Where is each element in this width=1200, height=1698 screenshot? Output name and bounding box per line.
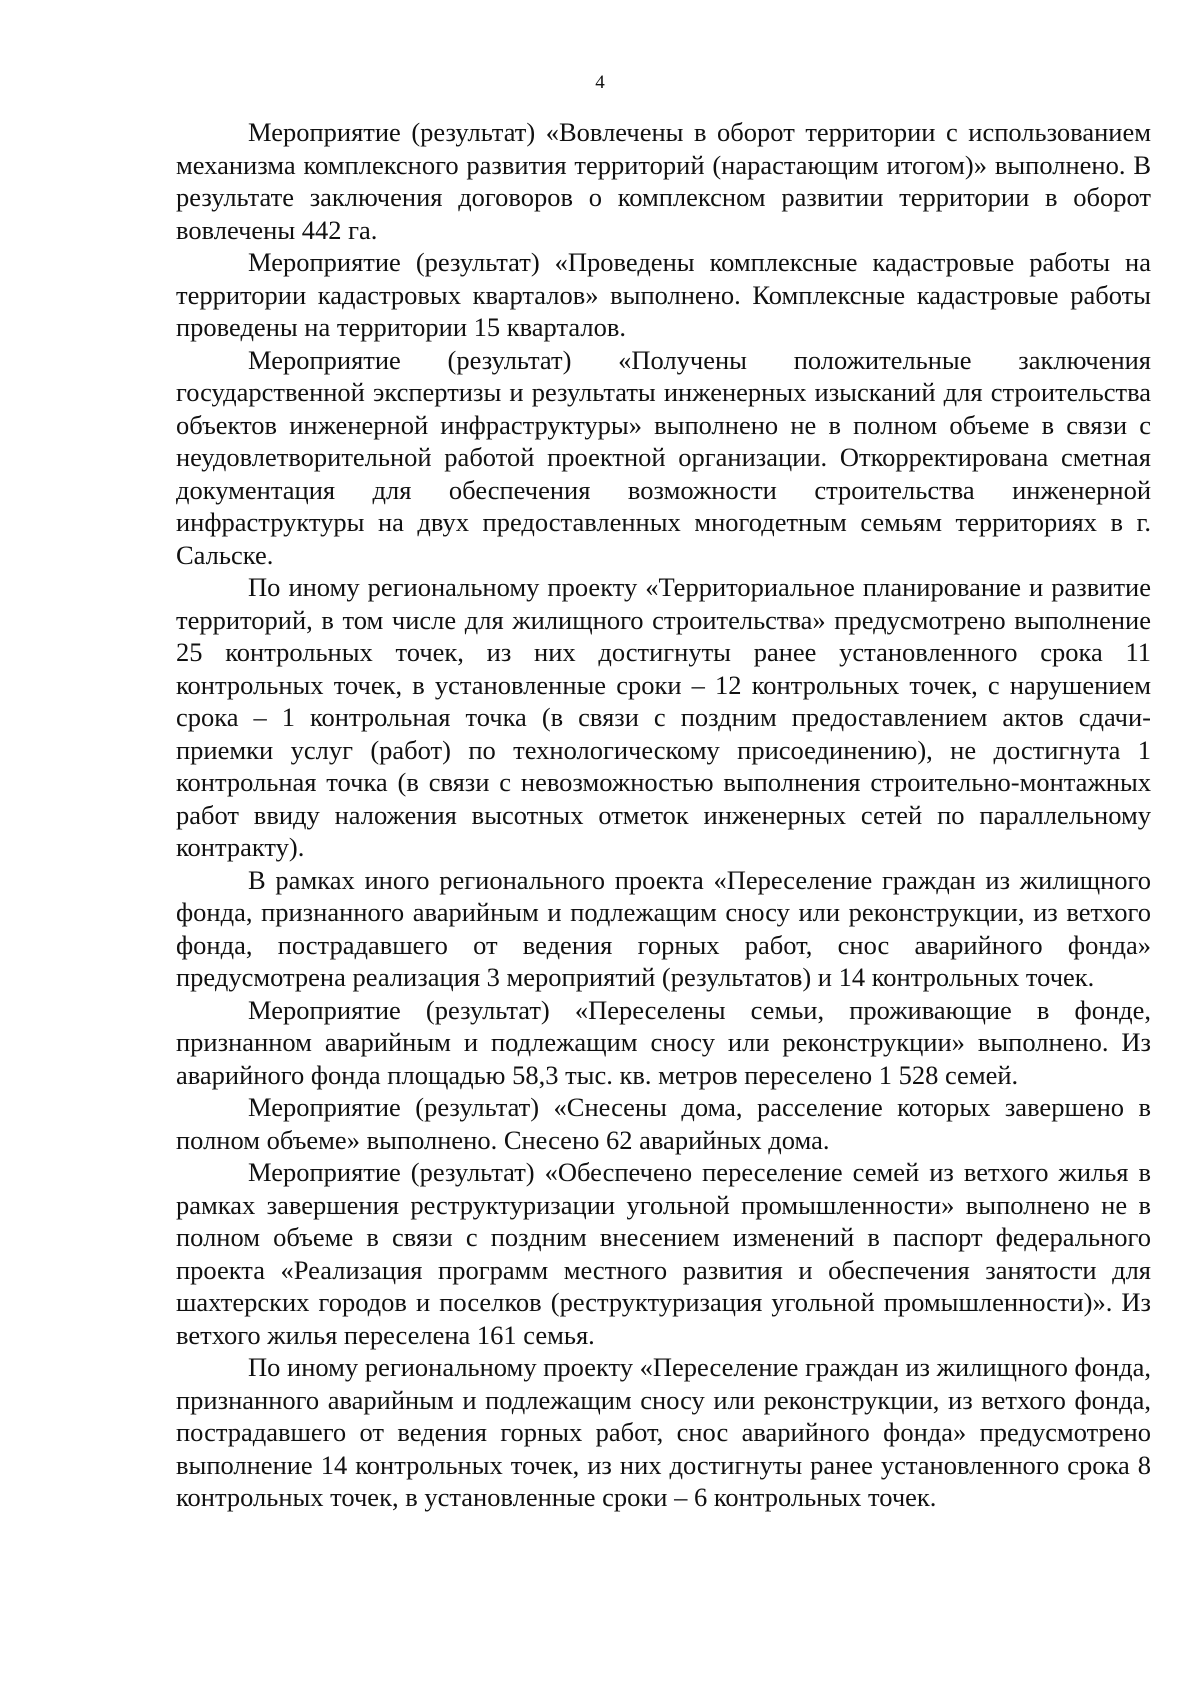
- paragraph: По иному региональному проекту «Переселение граждан из жилищного фонда, признанного аварийным и подлежащим сносу или реконструкции, из ветхого фонда, пострадавшего от ведения горных работ, снос аварийного фонда» предусмотрено выполнение 14 контрольных точек, из них достигнуты ранее установленного срока 8 контрольных точек, в установленные сроки – 6 контрольных точек.: [176, 1352, 1151, 1512]
- paragraph: В рамках иного регионального проекта «Переселение граждан из жилищного фонда, признанного аварийным и подлежащим сносу или реконструкции, из ветхого фонда, пострадавшего от ведения горных работ, снос аварийного фонда» предусмотрена реализация 3 мероприятий (результатов) и 14 контрольных точек.: [176, 864, 1151, 992]
- paragraph: Мероприятие (результат) «Вовлечены в оборот территории с использованием механизма комплексного развития территорий (нарастающим итогом)» выполнено. В результате заключения договоров о комплексном развитии территории в оборот вовлечены 442 га.: [176, 117, 1151, 245]
- paragraph: Мероприятие (результат) «Снесены дома, расселение которых завершено в полном объеме» выполнено. Снесено 62 аварийных дома.: [176, 1092, 1151, 1155]
- paragraph: Мероприятие (результат) «Проведены комплексные кадастровые работы на территории кадастровых кварталов» выполнено. Комплексные кадастровые работы проведены на территории 15 кварталов.: [176, 247, 1151, 342]
- paragraph: По иному региональному проекту «Территориальное планирование и развитие территорий, в том числе для жилищного строительства» предусмотрено выполнение 25 контрольных точек, из них достигнуты ранее установленного срока 11 контрольных точек, в установленные сроки – 12 контрольных точек, с нарушением срока – 1 контрольная точка (в связи с поздним предоставлением актов сдачи-приемки услуг (работ) по технологическому присоединению), не достигнута 1 контрольная точка (в связи с невозможностью выполнения строительно-монтажных работ ввиду наложения высотных отметок инженерных сетей по параллельному контракту).: [176, 572, 1151, 862]
- paragraph: Мероприятие (результат) «Переселены семьи, проживающие в фонде, признанном аварийным и подлежащим сносу или реконструкции» выполнено. Из аварийного фонда площадью 58,3 тыс. кв. метров переселено 1 528 семей.: [176, 994, 1151, 1090]
- paragraph: Мероприятие (результат) «Получены положительные заключения государственной экспертизы и результаты инженерных изысканий для строительства объектов инженерной инфраструктуры» выполнено не в полном объеме в связи с неудовлетворительной работой проектной организации. Откорректирована сметная документация для обеспечения возможности строительства инженерной инфраструктуры на двух предоставленных многодетным семьям территориях в г. Сальске.: [176, 344, 1151, 570]
- paragraph: Мероприятие (результат) «Обеспечено переселение семей из ветхого жилья в рамках завершения реструктуризации угольной промышленности» выполнено не в полном объеме в связи с поздним внесением изменений в паспорт федерального проекта «Реализация программ местного развития и обеспечения занятости для шахтерских городов и поселков (реструктуризация угольной промышленности)». Из ветхого жилья переселена 161 семья.: [176, 1157, 1151, 1350]
- page-number: 4: [595, 72, 605, 93]
- document-body: [176, 116, 1151, 1514]
